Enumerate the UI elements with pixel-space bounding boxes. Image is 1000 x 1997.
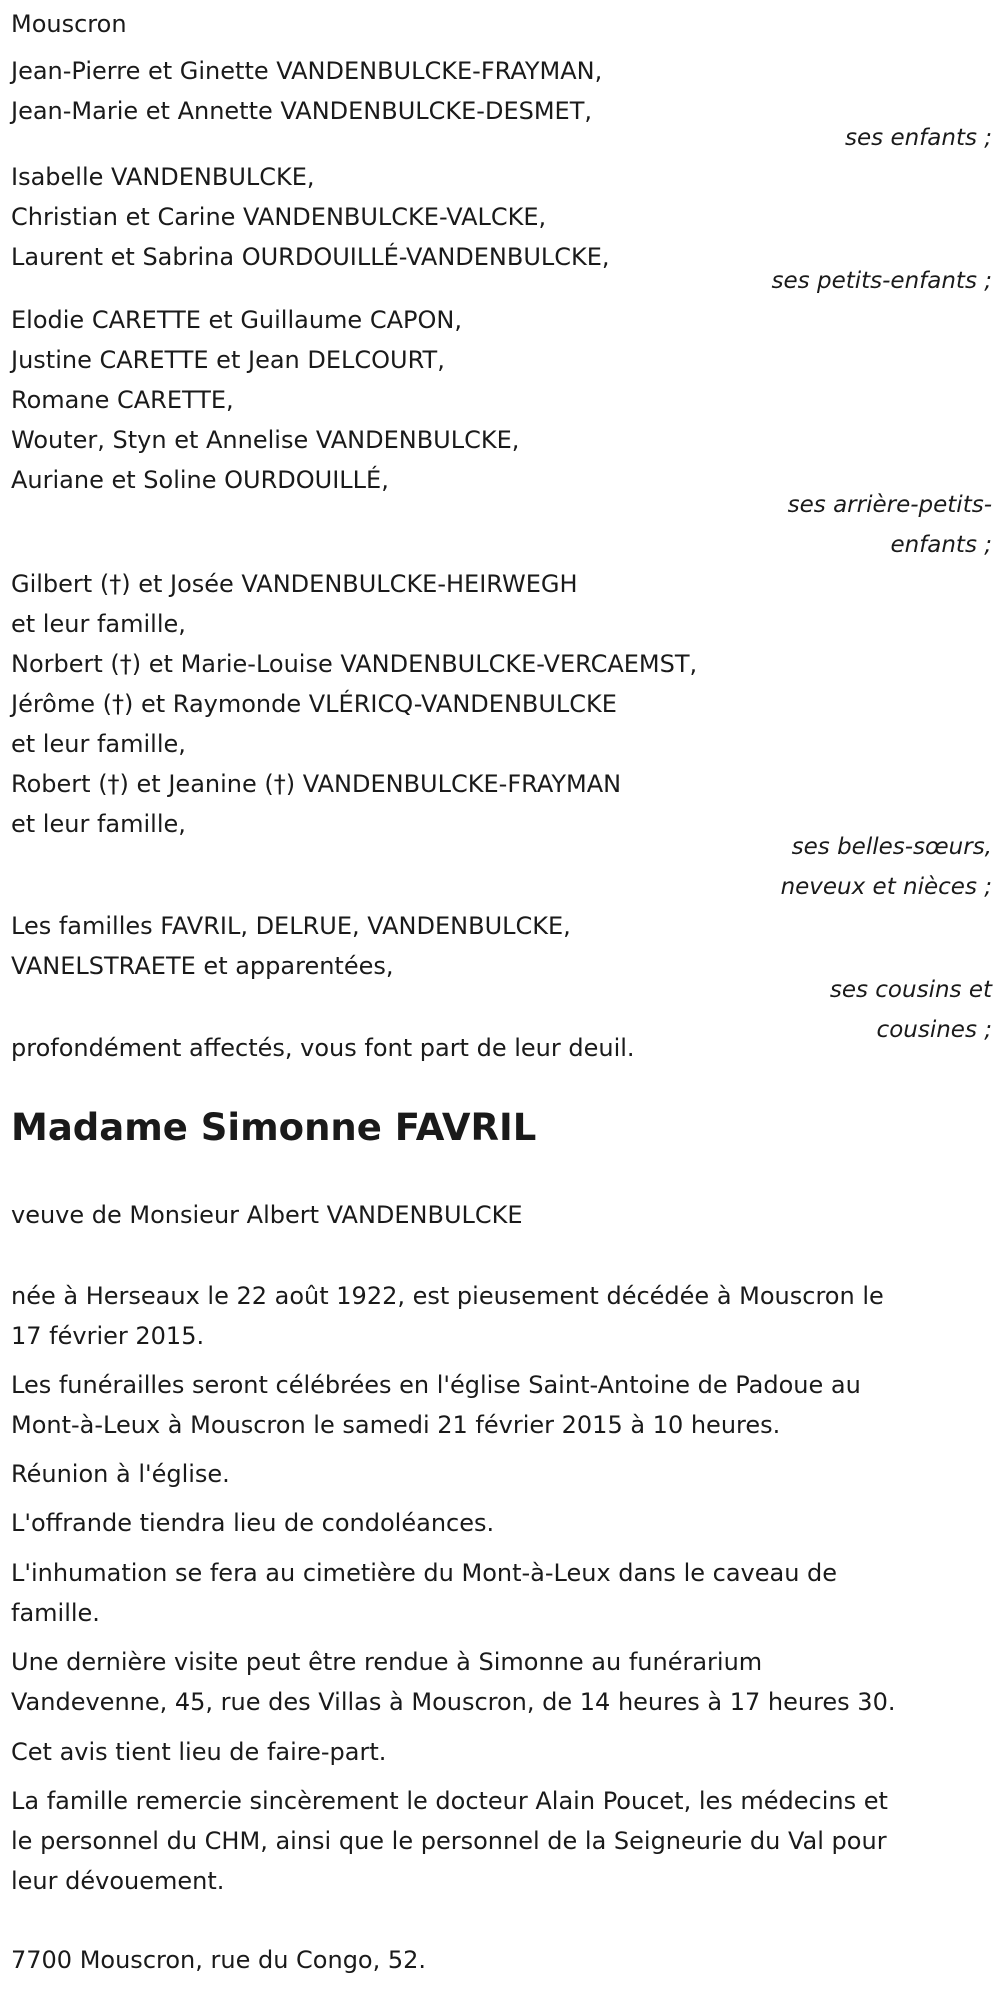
relation-label: enfants ;: [890, 532, 992, 558]
paragraph-line: L'offrande tiendra lieu de condoléances.: [11, 1509, 495, 1537]
family-line: Jean-Pierre et Ginette VANDENBULCKE-FRAYMAN,: [11, 57, 603, 85]
paragraph-line: famille.: [11, 1599, 100, 1627]
widow-line: veuve de Monsieur Albert VANDENBULCKE: [11, 1201, 523, 1229]
family-line: Elodie CARETTE et Guillaume CAPON,: [11, 306, 462, 334]
paragraph-line: Réunion à l'église.: [11, 1460, 230, 1488]
family-line: Justine CARETTE et Jean DELCOURT,: [11, 346, 445, 374]
paragraph-line: Une dernière visite peut être rendue à Simonne au funérarium: [11, 1648, 763, 1676]
family-line: Norbert (†) et Marie-Louise VANDENBULCKE-VERCAEMST,: [11, 650, 698, 678]
paragraph-line: née à Herseaux le 22 août 1922, est pieusement décédée à Mouscron le: [11, 1282, 884, 1310]
family-line: Les familles FAVRIL, DELRUE, VANDENBULCKE,: [11, 912, 571, 940]
location-header: Mouscron: [11, 10, 127, 38]
relation-label: cousines ;: [876, 1017, 992, 1043]
relation-label: neveux et nièces ;: [780, 874, 992, 900]
paragraph-line: 17 février 2015.: [11, 1322, 205, 1350]
family-line: Christian et Carine VANDENBULCKE-VALCKE,: [11, 203, 547, 231]
family-line: VANELSTRAETE et apparentées,: [11, 952, 394, 980]
family-line: Auriane et Soline OURDOUILLÉ,: [11, 466, 389, 494]
paragraph-line: Mont-à-Leux à Mouscron le samedi 21 février 2015 à 10 heures.: [11, 1411, 781, 1439]
family-line: et leur famille,: [11, 730, 186, 758]
family-line: Jean-Marie et Annette VANDENBULCKE-DESMET,: [11, 97, 593, 125]
relation-label: ses cousins et: [829, 977, 992, 1003]
paragraph-line: Les funérailles seront célébrées en l'église Saint-Antoine de Padoue au: [11, 1371, 861, 1399]
family-line: Wouter, Styn et Annelise VANDENBULCKE,: [11, 426, 520, 454]
family-line: Gilbert (†) et Josée VANDENBULCKE-HEIRWEGH: [11, 570, 578, 598]
relation-label: ses belles-sœurs,: [791, 834, 992, 860]
relation-label: ses arrière-petits-: [787, 492, 992, 518]
family-line: Robert (†) et Jeanine (†) VANDENBULCKE-FRAYMAN: [11, 770, 622, 798]
paragraph-line: le personnel du CHM, ainsi que le personnel de la Seigneurie du Val pour: [11, 1827, 887, 1855]
paragraph-line: L'inhumation se fera au cimetière du Mont-à-Leux dans le caveau de: [11, 1559, 838, 1587]
relation-label: ses petits-enfants ;: [771, 268, 992, 294]
paragraph-line: La famille remercie sincèrement le docteur Alain Poucet, les médecins et: [11, 1787, 888, 1815]
address: 7700 Mouscron, rue du Congo, 52.: [11, 1946, 427, 1974]
relation-label: ses enfants ;: [845, 125, 992, 151]
family-line: Jérôme (†) et Raymonde VLÉRICQ-VANDENBULCKE: [11, 690, 617, 718]
family-line: et leur famille,: [11, 810, 186, 838]
family-line: Laurent et Sabrina OURDOUILLÉ-VANDENBULCKE,: [11, 243, 610, 271]
paragraph-line: leur dévouement.: [11, 1867, 225, 1895]
closing-line: profondément affectés, vous font part de leur deuil.: [11, 1034, 635, 1062]
paragraph-line: Vandevenne, 45, rue des Villas à Mouscron, de 14 heures à 17 heures 30.: [11, 1688, 896, 1716]
family-line: Romane CARETTE,: [11, 386, 234, 414]
family-line: Isabelle VANDENBULCKE,: [11, 163, 315, 191]
paragraph-line: Cet avis tient lieu de faire-part.: [11, 1738, 387, 1766]
family-line: et leur famille,: [11, 610, 186, 638]
deceased-name: Madame Simonne FAVRIL: [11, 1106, 537, 1149]
